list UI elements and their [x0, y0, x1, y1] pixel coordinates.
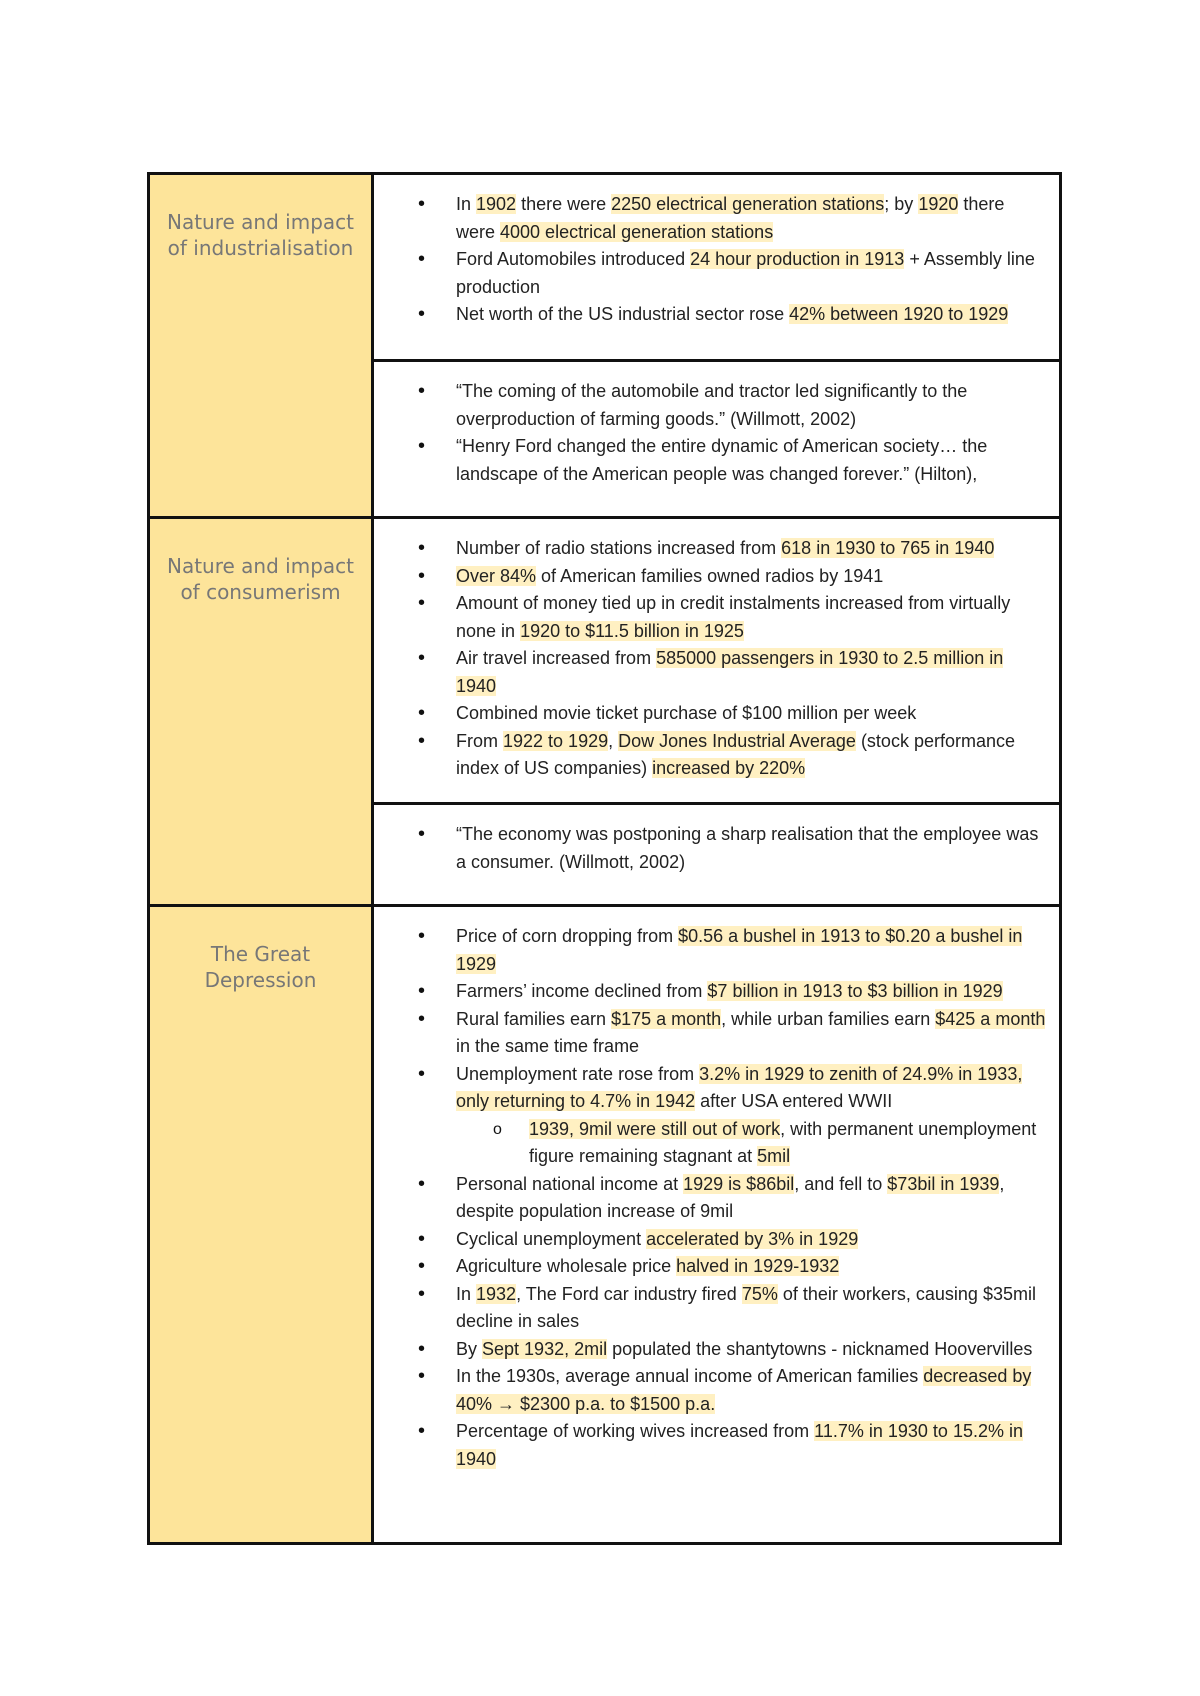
- highlighted-text: $7 billion in 1913 to $3 billion in 1929: [707, 981, 1003, 1001]
- highlighted-text: halved in 1929-1932: [676, 1256, 840, 1276]
- text: Net worth of the US industrial sector rose: [456, 304, 790, 324]
- topic-cell: [149, 906, 373, 1544]
- bullet-list: [374, 362, 1059, 500]
- content-cell: [373, 361, 1061, 518]
- highlighted-text: $73bil in 1939: [887, 1173, 1000, 1194]
- highlighted-text: 2250 electrical generation stations: [611, 194, 885, 214]
- highlighted-text: 42% between 1920 to 1929: [789, 304, 1009, 324]
- bullet-item: [456, 301, 1047, 329]
- highlighted-text: Over 84%: [456, 565, 537, 586]
- content-cell: [373, 906, 1061, 1544]
- text: Cyclical unemployment: [456, 1228, 647, 1249]
- bullet-item: [456, 563, 1047, 591]
- table-row: [149, 174, 1061, 361]
- text: , The Ford car industry fired: [516, 1283, 742, 1304]
- text: Air travel increased from: [456, 648, 657, 668]
- sub-bullet-item: [529, 1116, 1047, 1171]
- highlighted-text: 1922 to 1929: [503, 730, 609, 751]
- bullet-item: [456, 645, 1047, 700]
- text: there were: [456, 194, 1005, 242]
- bullet-item: [456, 535, 1047, 563]
- topic-label: Nature and impact of consumerism: [167, 554, 354, 604]
- topic-label: Nature and impact of industrialisation: [167, 210, 354, 260]
- text: of their workers, causing $35mil decline in sales: [456, 1283, 1036, 1331]
- text: , while urban families earn: [721, 1008, 936, 1029]
- highlighted-text: Dow Jones Industrial Average: [618, 730, 856, 751]
- highlighted-text: $175 a month: [611, 1008, 722, 1029]
- highlighted-text: $0.56 a bushel in 1913 to $0.20 a bushel in 1929: [456, 926, 1023, 974]
- text: , despite population increase of 9mil: [456, 1173, 1005, 1221]
- text: “The economy was postponing a sharp realisation that the employee was a consumer. (Willmott, 2002): [456, 824, 1039, 872]
- text: Ford Automobiles introduced: [456, 249, 691, 269]
- bullet-list: [374, 175, 1059, 341]
- table-row: [149, 518, 1061, 804]
- highlighted-text: 1920: [918, 194, 959, 214]
- text: (stock performance index of US companies): [456, 730, 1015, 778]
- highlighted-text: 1902: [476, 194, 517, 214]
- text: Rural families earn: [456, 1008, 612, 1029]
- text: there were: [516, 194, 612, 214]
- bullet-item: [456, 1336, 1047, 1364]
- text: ; by: [884, 194, 919, 214]
- text: Price of corn dropping from: [456, 926, 679, 946]
- highlighted-text: 5mil: [757, 1146, 791, 1166]
- text: Combined movie ticket purchase of $100 million per week: [456, 703, 917, 723]
- text: Unemployment rate rose from: [456, 1063, 700, 1084]
- text: From: [456, 730, 503, 751]
- bullet-item: [456, 1281, 1047, 1336]
- highlighted-text: decreased by 40% → $2300 p.a. to $1500 p.a.: [456, 1366, 1032, 1414]
- highlighted-text: $425 a month: [935, 1008, 1046, 1029]
- bullet-item: [456, 246, 1047, 301]
- table-body: [149, 174, 1061, 1544]
- notes-table: [147, 172, 1062, 1545]
- highlighted-text: increased by 220%: [652, 758, 806, 778]
- bullet-item: [456, 1226, 1047, 1254]
- text: In: [456, 194, 477, 214]
- bullet-list: [374, 519, 1059, 795]
- text: in the same time frame: [456, 1036, 640, 1056]
- bullet-item: [456, 923, 1047, 978]
- topic-cell: [149, 174, 373, 518]
- text: Amount of money tied up in credit instalments increased from virtually none in: [456, 593, 1011, 641]
- highlighted-text: 585000 passengers in 1930 to 2.5 million in 1940: [456, 648, 1004, 696]
- bullet-item: [456, 1171, 1047, 1226]
- bullet-item: [456, 821, 1047, 876]
- bullet-item: [456, 978, 1047, 1006]
- highlighted-text: 1932: [476, 1283, 517, 1304]
- highlighted-text: accelerated by 3% in 1929: [646, 1228, 859, 1249]
- text: + Assembly line production: [456, 249, 1035, 297]
- highlighted-text: Sept 1932, 2mil: [482, 1338, 608, 1359]
- bullet-item: [456, 191, 1047, 246]
- bullet-item: [456, 1253, 1047, 1281]
- text: “The coming of the automobile and tractor led significantly to the overproduction of farming goods.” (Willmott, 2002): [456, 381, 968, 429]
- bullet-item: [456, 700, 1047, 728]
- text: “Henry Ford changed the entire dynamic of American society… the landscape of the American people was changed forever.” (Hilton),: [456, 436, 988, 484]
- highlighted-text: 24 hour production in 1913: [690, 249, 905, 269]
- highlighted-text: 75%: [741, 1283, 778, 1304]
- topic-cell: [149, 518, 373, 906]
- content-cell: [373, 804, 1061, 906]
- text: Percentage of working wives increased from: [456, 1421, 815, 1441]
- highlighted-text: 3.2% in 1929 to zenith of 24.9% in 1933, only returning to 4.7% in 1942: [456, 1063, 1023, 1111]
- bullet-item: [456, 1061, 1047, 1116]
- text: Number of radio stations increased from: [456, 538, 782, 558]
- highlighted-text: 1939, 9mil were still out of work: [529, 1118, 781, 1139]
- text: Agriculture wholesale price: [456, 1256, 677, 1276]
- bullet-item: [456, 1418, 1047, 1473]
- text: of American families owned radios by 1941: [536, 565, 884, 586]
- text: , and fell to: [794, 1173, 888, 1194]
- highlighted-text: 1929 is $86bil: [683, 1173, 795, 1194]
- topic-label: The Great Depression: [204, 942, 317, 992]
- content-cell: [373, 174, 1061, 361]
- bullet-item: [456, 433, 1047, 488]
- highlighted-text: 618 in 1930 to 765 in 1940: [781, 538, 995, 558]
- content-cell: [373, 518, 1061, 804]
- bullet-list: [374, 907, 1059, 1485]
- text: , with permanent unemployment figure remaining stagnant at: [529, 1118, 1037, 1166]
- bullet-item: [456, 1006, 1047, 1061]
- table-row: [149, 906, 1061, 1544]
- bullet-item: [456, 378, 1047, 433]
- text: In the 1930s, average annual income of American families: [456, 1366, 924, 1386]
- text: Farmers’ income declined from: [456, 981, 708, 1001]
- text: populated the shantytowns - nicknamed Hoovervilles: [607, 1338, 1033, 1359]
- bullet-item: [456, 590, 1047, 645]
- text: Personal national income at: [456, 1173, 684, 1194]
- text: By: [456, 1338, 483, 1359]
- text: ,: [608, 730, 619, 751]
- highlighted-text: 4000 electrical generation stations: [500, 221, 774, 242]
- bullet-item: [456, 728, 1047, 783]
- highlighted-text: 1920 to $11.5 billion in 1925: [520, 620, 744, 641]
- highlighted-text: 11.7% in 1930 to 15.2% in 1940: [456, 1421, 1023, 1469]
- bullet-item: [456, 1363, 1047, 1418]
- text: In: [456, 1283, 477, 1304]
- bullet-list: [374, 805, 1059, 888]
- text: after USA entered WWII: [695, 1091, 893, 1111]
